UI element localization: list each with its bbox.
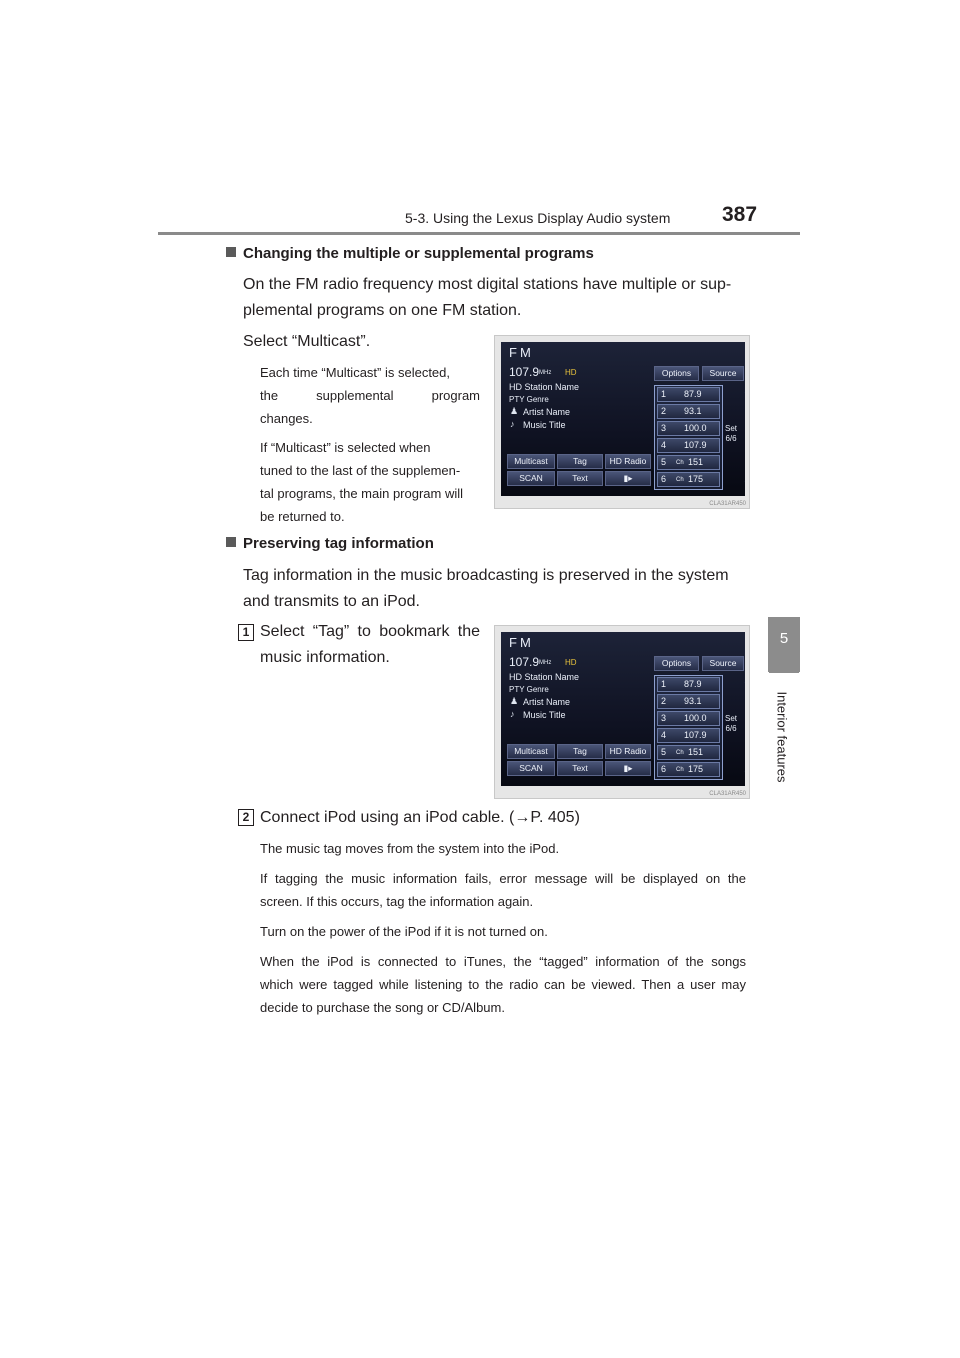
set-label: Set [725,714,738,723]
preset-value: 87.9 [684,389,702,399]
note-line: Turn on the power of the iPod if it is not turned on. [260,924,548,939]
image-code: CLA31AR450 [709,501,746,507]
note-line: decide to purchase the song or CD/Album. [260,1000,505,1015]
radio-screen [501,632,745,786]
hd-icon: HD [565,368,577,377]
section2-intro-line1: Tag information in the music broadcasting is preserved in the system [243,567,729,584]
image-code: CLA31AR450 [709,791,746,797]
artist-name: Artist Name [523,407,571,417]
frequency: 107.9 [509,365,540,379]
preset-value: 107.9 [684,440,707,450]
preset-5[interactable] [657,455,720,470]
person-icon: ♟ [510,406,519,416]
person-icon: ♟ [510,696,519,706]
step-2-badge: 2 [238,809,254,826]
preset-value: 175 [688,474,704,484]
preset-number: 6 [661,474,667,484]
set-label: Set [725,424,738,433]
step-line: music information. [260,649,390,666]
preset-value: 151 [688,747,704,757]
section-heading-text: Preserving tag information [243,535,434,552]
hd-radio-button[interactable]: HD Radio [605,744,651,759]
preset-number: 2 [661,406,667,416]
note-line: tuned to the last of the supplemen- [260,463,461,478]
square-bullet-icon [226,537,236,547]
set-page: 6/6 [725,724,737,733]
note-line: be returned to. [260,509,345,524]
preset-number: 1 [661,389,667,399]
step-line: Select “Tag” to bookmark the [260,623,480,640]
speaker-icon: ▮▸ [623,763,633,773]
section1-select-instruction: Select “Multicast”. [243,333,371,350]
note-line: Each time “Multicast” is selected, [260,365,451,380]
preset-5[interactable] [657,745,720,760]
text-button[interactable]: Text [557,471,603,486]
preset-channel-label: Ch [676,750,684,756]
chapter-label-text: Interior features [774,691,790,783]
section1-note1 [260,361,480,430]
section-heading-text: Changing the multiple or supplemental programs [243,245,594,262]
speaker-icon: ▮▸ [623,473,633,483]
preset-number: 3 [661,423,667,433]
note-line: When the iPod is connected to iTunes, the “tagged” information of the songs [260,954,746,969]
step-1-text [260,619,480,671]
square-bullet-icon [226,247,236,257]
music-note-icon: ♪ [510,419,515,429]
preset-6[interactable] [657,762,720,777]
note-line: screen. If this occurs, tag the information again. [260,894,534,909]
chapter-tab: 5 [768,617,800,672]
frequency: 107.9 [509,655,540,669]
station-name: HD Station Name [509,382,580,392]
preset-2[interactable] [657,404,720,419]
hd-radio-button[interactable]: HD Radio [605,454,651,469]
radio-screen-image-1 [494,335,750,509]
preset-number: 4 [661,440,667,450]
preset-value: 100.0 [684,423,707,433]
header-rule [158,232,800,235]
genre: PTY Genre [509,685,549,694]
set-indicator [725,424,737,444]
preset-number: 1 [661,679,667,689]
music-title: Music Title [523,710,566,720]
set-indicator [725,714,737,734]
artist-name: Artist Name [523,697,571,707]
preset-number: 5 [661,747,667,757]
step-2-notes [260,837,746,1019]
preset-channel-label: Ch [676,460,684,466]
speaker-button[interactable] [605,471,651,486]
preset-number: 2 [661,696,667,706]
genre: PTY Genre [509,395,549,404]
preset-value: 107.9 [684,730,707,740]
note-line: tal programs, the main program will [260,486,464,501]
preset-value: 151 [688,457,704,467]
options-button[interactable]: Options [654,366,699,381]
preset-value: 175 [688,764,704,774]
note-line: The music tag moves from the system into the iPod. [260,841,560,856]
radio-screen [501,342,745,496]
preset-6[interactable] [657,472,720,487]
preset-value: 87.9 [684,679,702,689]
preset-1[interactable] [657,387,720,402]
multicast-button[interactable]: Multicast [507,454,555,469]
band-label: FM [509,635,534,650]
music-title: Music Title [523,420,566,430]
radio-screen-image-2 [494,625,750,799]
preset-value: 93.1 [684,406,702,416]
tag-button[interactable]: Tag [557,744,603,759]
preset-channel-label: Ch [676,767,684,773]
frequency-unit: MHz [539,370,552,376]
scan-button[interactable]: SCAN [507,761,555,776]
note-line: changes. [260,411,313,426]
note-line: If “Multicast” is selected when [260,440,431,455]
scan-button[interactable]: SCAN [507,471,555,486]
options-button[interactable]: Options [654,656,699,671]
section1-intro-line1: On the FM radio frequency most digital stations have multiple or sup- [243,276,732,293]
note-line: which were tagged while listening to the radio can be viewed. Then a user may [260,977,746,992]
speaker-button[interactable] [605,761,651,776]
preset-value: 93.1 [684,696,702,706]
note-line: If tagging the music information fails, error message will be displayed on the [260,871,746,886]
hd-icon: HD [565,658,577,667]
header-section-title: 5-3. Using the Lexus Display Audio system [405,210,671,226]
multicast-button[interactable]: Multicast [507,744,555,759]
chapter-tab-divider [769,672,799,673]
note-line: the supplemental program [260,388,480,403]
source-button[interactable]: Source [702,366,744,381]
tag-button[interactable]: Tag [557,454,603,469]
section1-intro-line2: plemental programs on one FM station. [243,302,522,319]
frequency-unit: MHz [539,660,552,666]
band-label: FM [509,345,534,360]
station-name: HD Station Name [509,672,580,682]
preset-number: 3 [661,713,667,723]
source-button[interactable]: Source [702,656,744,671]
section2-intro-line2: and transmits to an iPod. [243,593,420,610]
chapter-label [762,682,802,792]
music-note-icon: ♪ [510,709,515,719]
page-number: 387 [722,203,758,226]
preset-1[interactable] [657,677,720,692]
preset-2[interactable] [657,694,720,709]
preset-value: 100.0 [684,713,707,723]
preset-number: 5 [661,457,667,467]
section1-note2 [260,436,480,528]
preset-number: 4 [661,730,667,740]
section-heading-tag [226,535,434,552]
section-heading-multicast [226,245,594,262]
preset-channel-label: Ch [676,477,684,483]
preset-number: 6 [661,764,667,774]
step-2-text: Connect iPod using an iPod cable. (→P. 405) [260,809,580,826]
set-page: 6/6 [725,434,737,443]
text-button[interactable]: Text [557,761,603,776]
step-1-badge: 1 [238,624,254,641]
